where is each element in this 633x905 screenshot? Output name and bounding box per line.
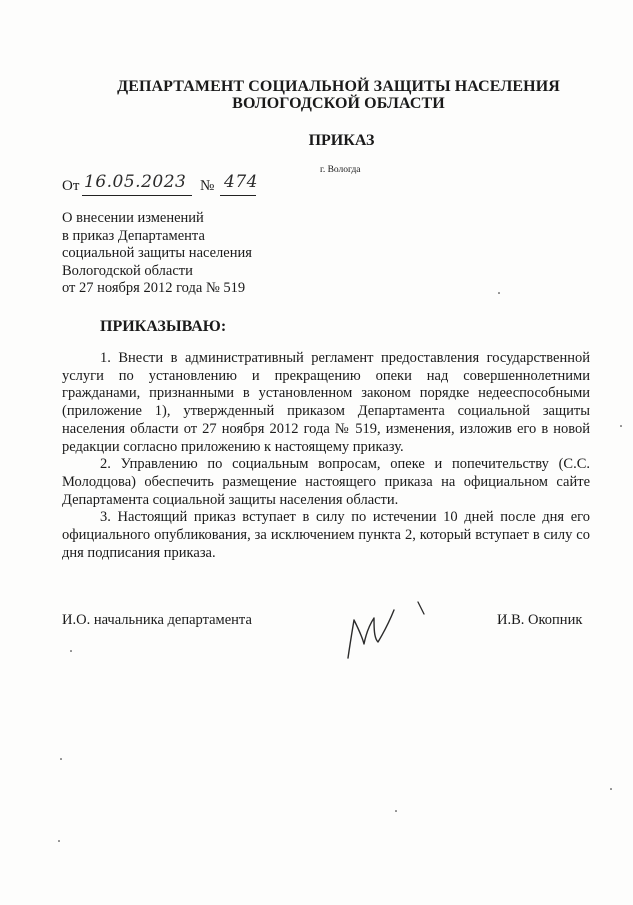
handwritten-signature (340, 598, 440, 664)
order-paragraph-1: 1. Внести в административный регламент предоставления государственной услуги по установлению и прекращению опеки над совершеннолетними гражданами, признанными в установленном законом порядке недееспособными (приложение 1), утвержденный приказом Департамента социальной защиты населения области от 27 ноября 2012 года № 519, изменения, изложив его в новой редакции согласно приложению к настоящему приказу. (62, 350, 590, 455)
scan-speck (610, 788, 612, 790)
order-subject (62, 210, 252, 298)
department-name-line2: ВОЛОГОДСКОЙ ОБЛАСТИ (232, 95, 445, 112)
subject-line: социальной защиты населения (62, 245, 252, 261)
scan-speck (498, 292, 500, 294)
order-body (62, 350, 590, 562)
date-underline (82, 195, 192, 196)
scan-speck (58, 840, 60, 842)
document-type-title: ПРИКАЗ (308, 132, 375, 149)
scan-speck (620, 425, 622, 427)
subject-line: О внесении изменений (62, 210, 204, 226)
signer-name: И.В. Окопник (497, 612, 583, 628)
handwritten-number: 474 (224, 172, 258, 192)
subject-line: в приказ Департамента (62, 227, 205, 244)
department-name-line1: ДЕПАРТАМЕНТ СОЦИАЛЬНОЙ ЗАЩИТЫ НАСЕЛЕНИЯ (117, 78, 560, 95)
number-prefix: № (200, 178, 215, 194)
number-underline (220, 195, 256, 196)
scan-speck (395, 810, 397, 812)
directive-heading: ПРИКАЗЫВАЮ: (100, 318, 227, 335)
order-paragraph-3: 3. Настоящий приказ вступает в силу по истечении 10 дней после дня его официального опубликования, за исключением пункта 2, который вступает в силу со дня подписания приказа. (62, 509, 590, 561)
city-label: г. Вологда (320, 165, 361, 175)
handwritten-date: 16.05.2023 (84, 172, 187, 192)
subject-line: от 27 ноября 2012 года № 519 (62, 280, 246, 296)
scan-speck (60, 758, 62, 760)
scan-speck (70, 650, 72, 652)
signer-position: И.О. начальника департамента (62, 612, 252, 628)
order-paragraph-2: 2. Управлению по социальным вопросам, опеке и попечительству (С.С. Молодцова) обеспечить размещение настоящего приказа на официальном сайте Департамента социальной защиты населения области. (62, 456, 590, 508)
subject-line: Вологодской области (62, 262, 193, 279)
date-prefix: От (62, 178, 80, 194)
